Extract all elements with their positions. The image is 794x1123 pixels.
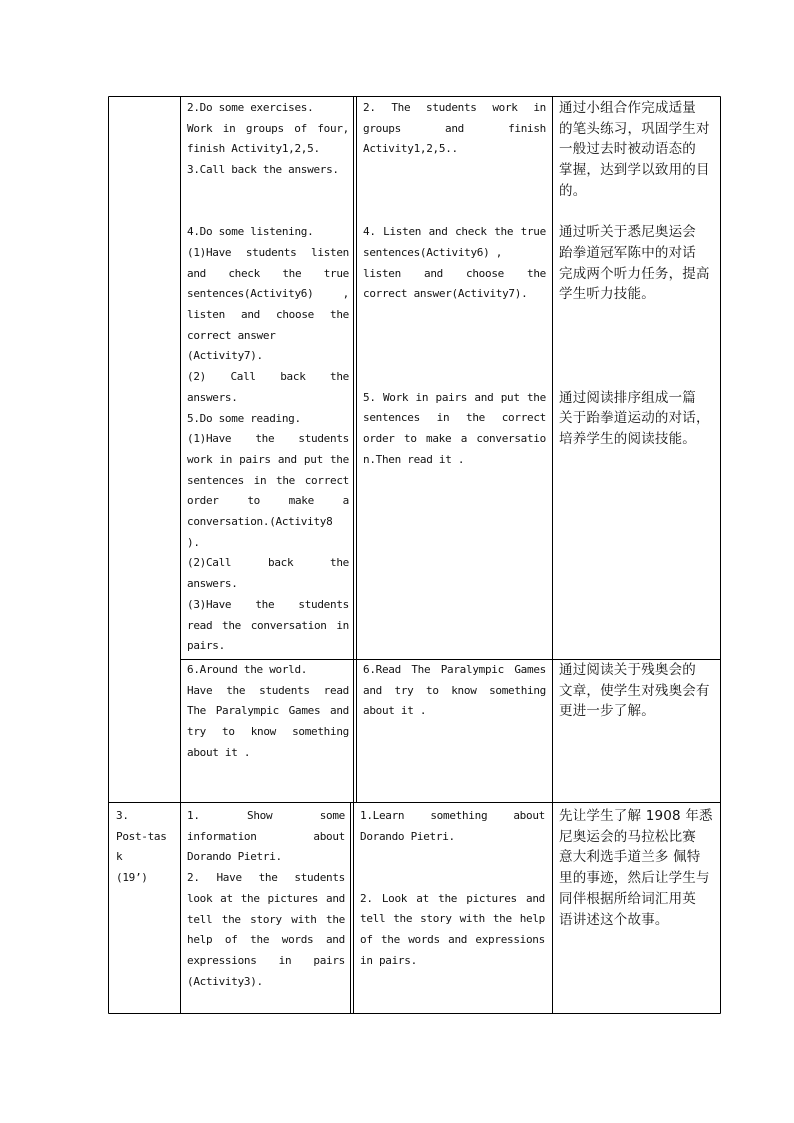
text-line: of the words and expressions <box>360 933 545 947</box>
text-line: about it . <box>363 704 427 718</box>
stage-line: 3. <box>116 809 129 822</box>
text-line: and try to know something <box>363 683 546 697</box>
text-line: groups and finish <box>363 121 546 135</box>
text-line: 培养学生的阅读技能。 <box>559 431 696 448</box>
text-line: (1)Have the students <box>187 432 349 446</box>
stage-line: k <box>116 850 123 864</box>
text-line: look at the pictures and <box>187 891 345 905</box>
text-line: help of the words and <box>187 933 345 947</box>
text-line: 6.Read The Paralympic Games <box>363 663 546 676</box>
row-1-purpose-cell <box>559 98 717 450</box>
text-line: sentences(Activity6) , <box>363 245 503 259</box>
stage-line: (19’) <box>116 871 148 885</box>
row-3-stage-cell <box>116 806 176 889</box>
text-line: sentences(Activity6) , <box>187 287 349 301</box>
text-line: 2. Have the students <box>187 871 345 885</box>
text-line: order to make a <box>187 494 349 508</box>
text-line: (3)Have the students <box>187 597 349 611</box>
text-line: answers. <box>187 577 238 591</box>
text-line: conversation.(Activity8 <box>187 515 333 529</box>
text-line: 2. Look at the pictures and <box>360 891 545 905</box>
text-line: Have the students read <box>187 683 349 697</box>
text-line: 关于跆拳道运动的对话， <box>559 410 710 427</box>
blank-line <box>559 326 717 347</box>
text-line: tell the story with the <box>187 912 345 926</box>
text-line: 语讲述这个故事。 <box>559 911 669 928</box>
text-line: read the conversation in <box>187 618 349 632</box>
row-2-student-activity-cell <box>363 660 546 722</box>
text-line: pairs. <box>187 639 225 653</box>
blank-line <box>363 367 546 388</box>
blank-line <box>559 305 717 326</box>
row-1-student-activity-cell <box>363 98 546 471</box>
text-line: listen and choose the <box>363 266 546 280</box>
text-line: about it . <box>187 745 251 759</box>
text-line: 学生听力技能。 <box>559 286 655 303</box>
text-line: 1.Learn something about <box>360 809 545 822</box>
text-line: 意大利选手道兰多 佩特 <box>559 849 701 866</box>
text-line: 的笔头练习，巩固学生对 <box>559 120 710 137</box>
text-line: information about <box>187 829 345 843</box>
text-line: 文章，使学生对残奥会有 <box>559 682 710 699</box>
text-line: work in pairs and put the <box>187 452 349 466</box>
blank-line <box>363 346 546 367</box>
row-3-purpose-cell <box>559 806 717 930</box>
text-line: 2.Do some exercises. <box>187 101 314 114</box>
blank-line <box>187 202 349 223</box>
blank-line <box>363 181 546 202</box>
blank-line <box>559 367 717 388</box>
text-line: 5. Work in pairs and put the <box>363 390 546 404</box>
text-line: in pairs. <box>360 953 417 967</box>
text-line: 掌握，达到学以致用的目 <box>559 162 710 179</box>
text-line: 4.Do some listening. <box>187 225 314 239</box>
text-line: 的。 <box>559 182 587 199</box>
text-line: 一般过去时被动语态的 <box>559 141 696 158</box>
text-line: correct answer(Activity7). <box>363 287 528 301</box>
text-line: (1)Have students listen <box>187 245 349 259</box>
text-line: (2) Call back the <box>187 370 349 384</box>
text-line: 跆拳道冠军陈中的对话 <box>559 244 696 261</box>
text-line: Dorando Pietri. <box>187 850 282 864</box>
text-line: Activity1,2,5.. <box>363 142 458 156</box>
text-line: 1. Show some <box>187 809 345 822</box>
text-line: (Activity7). <box>187 349 263 363</box>
text-line: Work in groups of four, <box>187 121 349 135</box>
row-2-teacher-activity-cell <box>187 660 349 764</box>
text-line: 更进一步了解。 <box>559 703 655 720</box>
text-line: 完成两个听力任务，提高 <box>559 265 710 282</box>
row-3-teacher-activity-cell <box>187 806 345 992</box>
row-1-teacher-activity-cell <box>187 98 349 657</box>
blank-line <box>559 202 717 223</box>
text-line: sentences in the correct <box>187 473 349 487</box>
text-line: answers. <box>187 390 238 404</box>
text-line: 通过阅读排序组成一篇 <box>559 389 696 406</box>
blank-line <box>363 326 546 347</box>
text-line: 里的事迹，然后让学生与 <box>559 870 710 887</box>
stage-line: Post-tas <box>116 829 167 843</box>
text-line: expressions in pairs <box>187 953 345 967</box>
text-line: try to know something <box>187 725 349 739</box>
blank-line <box>363 305 546 326</box>
blank-line <box>363 201 546 222</box>
blank-line <box>360 868 545 889</box>
text-line: finish Activity1,2,5. <box>187 142 320 156</box>
text-line: 尼奥运会的马拉松比赛 <box>559 828 696 845</box>
text-line: 通过小组合作完成适量 <box>559 100 696 116</box>
text-line: (2)Call back the <box>187 556 349 570</box>
text-line: n.Then read it . <box>363 452 465 466</box>
text-line: 先让学生了解 1908 年悉 <box>559 808 713 824</box>
text-line: 通过阅读关于残奥会的 <box>559 662 696 678</box>
text-line: Dorando Pietri. <box>360 829 455 843</box>
text-line: (Activity3). <box>187 974 263 988</box>
blank-line <box>363 160 546 181</box>
blank-line <box>360 847 545 868</box>
text-line: 通过听关于悉尼奥运会 <box>559 224 696 241</box>
text-line: 3.Call back the answers. <box>187 163 339 177</box>
text-line: 5.Do some reading. <box>187 411 301 425</box>
text-line: and check the true <box>187 266 349 280</box>
blank-line <box>187 181 349 202</box>
text-line: correct answer <box>187 328 276 342</box>
text-line: 4. Listen and check the true <box>363 225 546 239</box>
text-line: 6.Around the world. <box>187 663 308 676</box>
row-2-purpose-cell <box>559 660 717 722</box>
text-line: sentences in the correct <box>363 411 546 425</box>
text-line: The Paralympic Games and <box>187 704 349 718</box>
blank-line <box>559 346 717 367</box>
text-line: tell the story with the help <box>360 912 545 926</box>
text-line: 同伴根据所给词汇用英 <box>559 890 696 907</box>
text-line: ). <box>187 535 200 549</box>
text-line: listen and choose the <box>187 308 349 321</box>
row-3-student-activity-cell <box>360 806 545 972</box>
text-line: order to make a conversatio <box>363 432 546 446</box>
text-line: 2. The students work in <box>363 101 546 114</box>
